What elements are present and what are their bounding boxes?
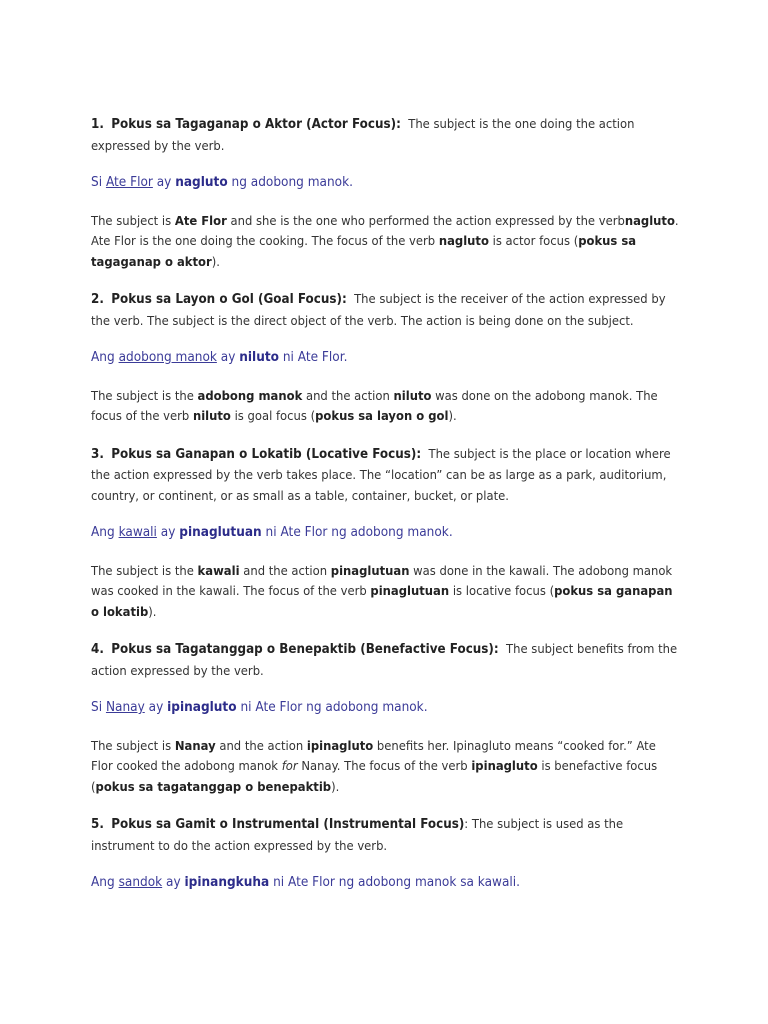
section-number: 2. bbox=[91, 292, 104, 307]
explanation-1 bbox=[91, 211, 681, 273]
bold-term: nagluto bbox=[438, 233, 489, 248]
bold-term: ipinagluto bbox=[306, 737, 374, 753]
text: ). bbox=[148, 603, 157, 619]
section-number: 5. bbox=[91, 817, 104, 832]
bold-term: niluto bbox=[393, 387, 432, 403]
example-ay: ay bbox=[220, 350, 236, 365]
section-title: Pokus sa Tagaganap o Aktor (Actor Focus): bbox=[111, 117, 401, 132]
section-number: 1. bbox=[91, 117, 104, 132]
bold-term: pokus sa tagatanggap o benepaktib bbox=[95, 778, 332, 794]
example-ay: ay bbox=[156, 175, 172, 190]
example-rest: ni Ate Flor ng adobong manok. bbox=[265, 525, 453, 540]
text: is benefactive focus ( bbox=[91, 758, 658, 794]
text: ). bbox=[448, 408, 457, 423]
section-heading-2 bbox=[91, 289, 681, 331]
text: and the action bbox=[243, 562, 328, 578]
bold-term: Nanay bbox=[174, 737, 216, 753]
bold-term: pokus sa layon o gol bbox=[315, 408, 449, 423]
text: . Ate Flor is the one doing the cooking. The focus of the verb bbox=[91, 212, 679, 248]
text: is goal focus ( bbox=[234, 408, 316, 423]
text: is actor focus ( bbox=[492, 233, 579, 248]
example-verb: niluto bbox=[239, 350, 279, 365]
example-subject: sandok bbox=[118, 875, 163, 890]
example-subject: kawali bbox=[118, 525, 157, 540]
section-heading-4 bbox=[91, 639, 681, 681]
document-body bbox=[91, 114, 681, 894]
text: and the action bbox=[305, 387, 390, 403]
example-prefix: Ang bbox=[91, 525, 115, 540]
bold-term: adobong manok bbox=[197, 387, 303, 403]
text: was done on the adobong manok. The focus of the verb bbox=[91, 387, 658, 423]
bold-term: kawali bbox=[197, 562, 240, 578]
bold-term: nagluto bbox=[624, 212, 675, 228]
example-prefix: Ang bbox=[91, 875, 115, 890]
text: ). bbox=[331, 778, 340, 794]
example-verb: nagluto bbox=[175, 175, 228, 190]
text: benefits her. Ipinagluto means “cooked for.” Ate Flor cooked the adobong manok bbox=[91, 737, 656, 773]
example-verb: ipinagluto bbox=[167, 700, 237, 715]
bold-term: niluto bbox=[192, 408, 231, 423]
explanation-3 bbox=[91, 561, 681, 623]
bold-term: Ate Flor bbox=[174, 212, 227, 228]
example-verb: ipinangkuha bbox=[184, 875, 270, 890]
example-prefix: Ang bbox=[91, 350, 115, 365]
section-title: Pokus sa Gamit o Instrumental (Instrumental Focus) bbox=[111, 817, 465, 832]
section-description: The subject benefits from the action expressed by the verb. bbox=[91, 641, 678, 678]
explanation-4 bbox=[91, 736, 681, 798]
example-subject: Ate Flor bbox=[105, 175, 153, 190]
example-ay: ay bbox=[148, 700, 164, 715]
text: The subject is the bbox=[91, 562, 194, 578]
example-sentence-1 bbox=[91, 173, 681, 194]
example-prefix: Si bbox=[91, 175, 103, 190]
text: and the action bbox=[219, 737, 304, 753]
example-subject: adobong manok bbox=[118, 350, 217, 365]
example-verb: pinaglutuan bbox=[179, 525, 262, 540]
text: The subject is the bbox=[91, 387, 194, 403]
italic-term: for bbox=[281, 758, 298, 773]
section-description: The subject is the receiver of the action expressed by the verb. The subject is the direct object of the verb. The action is being done on the subject. bbox=[91, 291, 666, 328]
example-rest: ni Ate Flor ng adobong manok. bbox=[240, 700, 428, 715]
example-sentence-3 bbox=[91, 523, 681, 544]
text: The subject is bbox=[91, 737, 172, 753]
text: The subject is bbox=[91, 212, 172, 228]
section-number: 4. bbox=[91, 642, 104, 657]
bold-term: pinaglutuan bbox=[330, 562, 410, 578]
text: is locative focus ( bbox=[452, 583, 555, 598]
section-description: : The subject is used as the instrument to do the action expressed by the verb. bbox=[91, 816, 624, 853]
example-rest: ng adobong manok. bbox=[231, 175, 353, 190]
section-description: The subject is the place or location where the action expressed by the verb takes place. The “location” can be as large as a park, auditorium, country, or continent, or as small as a table, container, bucket, or plate. bbox=[91, 445, 671, 503]
example-rest: ni Ate Flor ng adobong manok sa kawali. bbox=[273, 875, 521, 890]
example-ay: ay bbox=[160, 525, 176, 540]
section-number: 3. bbox=[91, 446, 104, 462]
section-heading-3 bbox=[91, 444, 681, 507]
section-title: Pokus sa Layon o Gol (Goal Focus): bbox=[111, 292, 347, 307]
example-subject: Nanay bbox=[105, 700, 145, 715]
text: ). bbox=[211, 253, 220, 269]
section-heading-1 bbox=[91, 114, 681, 156]
example-sentence-2 bbox=[91, 348, 681, 369]
text: and she is the one who performed the action expressed by the verb bbox=[230, 212, 625, 228]
text: Nanay. The focus of the verb bbox=[301, 758, 468, 773]
section-heading-5 bbox=[91, 814, 681, 856]
section-title: Pokus sa Ganapan o Lokatib (Locative Focus): bbox=[111, 446, 422, 462]
text: was done in the kawali. The adobong manok was cooked in the kawali. The focus of the verb bbox=[91, 562, 673, 598]
example-rest: ni Ate Flor. bbox=[282, 350, 348, 365]
example-sentence-4 bbox=[91, 698, 681, 719]
explanation-2 bbox=[91, 386, 681, 427]
section-title: Pokus sa Tagatanggap o Benepaktib (Benefactive Focus): bbox=[111, 642, 499, 657]
example-ay: ay bbox=[166, 875, 181, 890]
bold-term: ipinagluto bbox=[471, 758, 538, 773]
bold-term: pokus sa tagaganap o aktor bbox=[91, 233, 637, 269]
example-prefix: Si bbox=[91, 700, 103, 715]
section-description: The subject is the one doing the action expressed by the verb. bbox=[91, 116, 635, 153]
bold-term: pokus sa ganapan o lokatib bbox=[91, 583, 673, 619]
example-sentence-5 bbox=[91, 873, 681, 894]
bold-term: pinaglutuan bbox=[370, 583, 450, 598]
